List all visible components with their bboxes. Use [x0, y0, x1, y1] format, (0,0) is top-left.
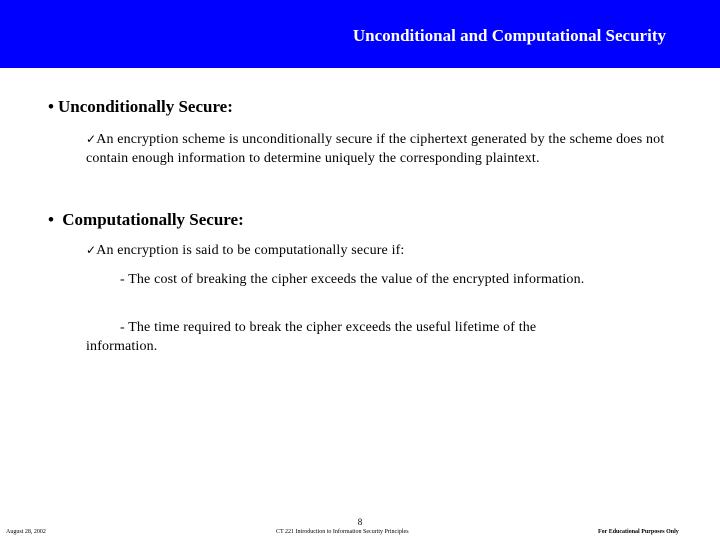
checkmark-icon: ✓ [86, 243, 97, 257]
condition-cost: - The cost of breaking the cipher exceeds the value of the encrypted information. [120, 272, 585, 287]
heading-text: Unconditionally Secure: [58, 97, 233, 116]
unconditional-definition [86, 130, 686, 168]
bullet-icon: • [48, 97, 54, 116]
footer-course: CT 221 Introduction to Information Security Principles [276, 529, 409, 535]
section-heading-computational [48, 210, 244, 230]
section-heading-unconditional [48, 97, 233, 117]
definition-text: An encryption scheme is unconditionally secure if the ciphertext generated by the scheme does not contain enough information to determine uniquely the corresponding plaintext. [86, 132, 665, 166]
heading-text: Computationally Secure: [62, 210, 244, 229]
page-number: 8 [357, 517, 363, 527]
footer-notice: For Educational Purposes Only [598, 529, 679, 535]
slide-title: Unconditional and Computational Security [352, 26, 666, 45]
bullet-icon: • [48, 210, 54, 229]
condition-time: - The time required to break the cipher exceeds the useful lifetime of the information. [86, 320, 537, 354]
checkmark-icon: ✓ [86, 132, 97, 146]
footer-date: August 28, 2002 [6, 529, 46, 535]
computational-definition [86, 241, 686, 260]
definition-text: An encryption is said to be computationally secure if: [96, 243, 405, 258]
